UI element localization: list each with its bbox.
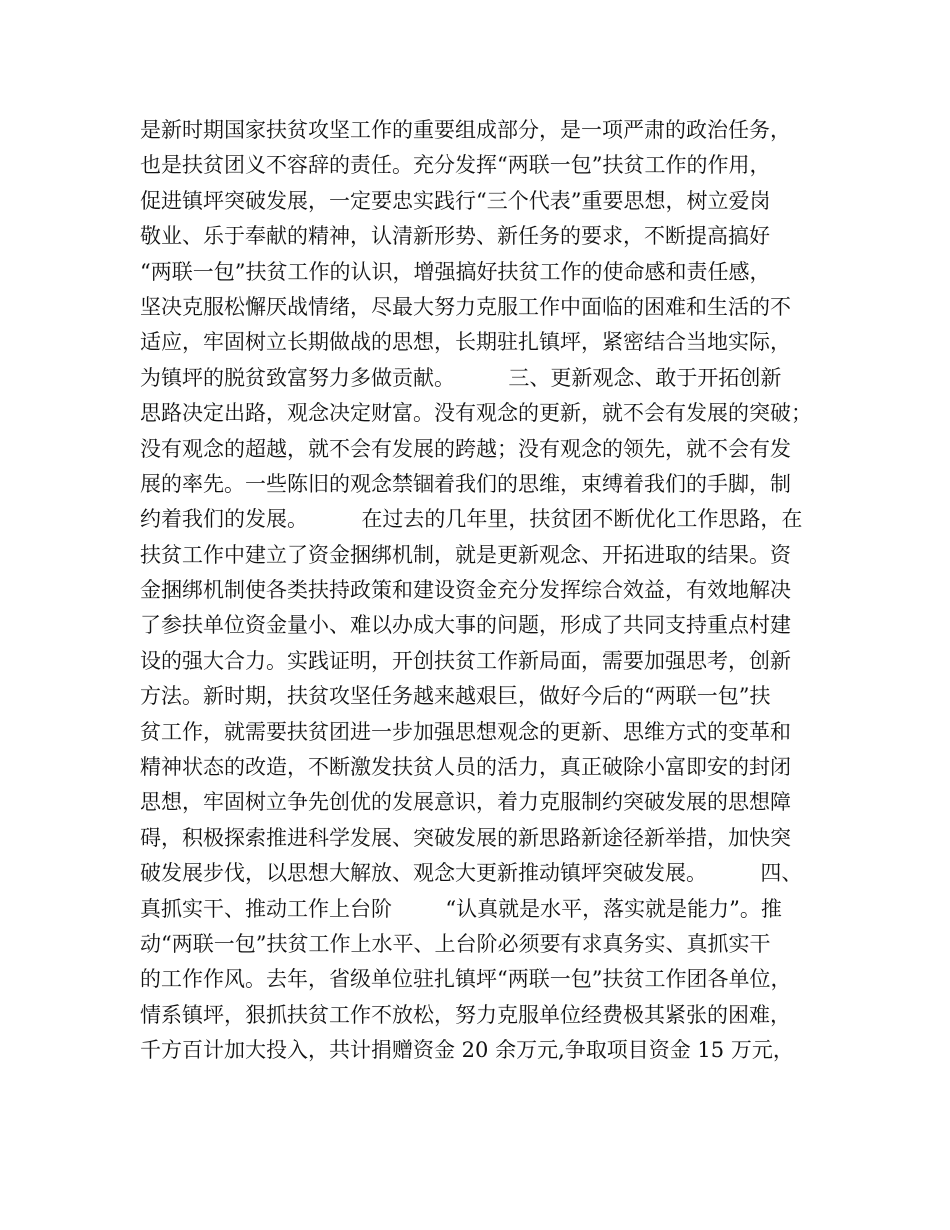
text-line: 适应，牢固树立长期做战的思想，长期驻扎镇坪，紧密结合当地实际， xyxy=(140,330,791,355)
text-line: 了参扶单位资金量小、难以办成大事的问题，形成了共同支持重点村建 xyxy=(140,613,791,638)
text-line: 思想，牢固树立争先创优的发展意识，着力克服制约突破发展的思想障 xyxy=(140,790,791,815)
text-line: 为镇坪的脱贫致富努力多做贡献。 三、更新观念、敢于开拓创新 xyxy=(140,365,782,390)
text-line: 情系镇坪，狠抓扶贫工作不放松，努力克服单位经费极其紧张的困难， xyxy=(140,1002,791,1027)
body-text xyxy=(140,113,840,1069)
text-line: 促进镇坪突破发展，一定要忠实践行“三个代表”重要思想，树立爱岗 xyxy=(140,188,771,213)
text-line: 没有观念的超越，就不会有发展的跨越；没有观念的领先，就不会有发 xyxy=(140,436,791,461)
text-line: 展的率先。一些陈旧的观念禁锢着我们的思维，束缚着我们的手脚，制 xyxy=(140,471,791,496)
text-line: 真抓实干、推动工作上台阶 “认真就是水平，落实就是能力”。推 xyxy=(140,896,782,921)
text-line: “两联一包”扶贫工作的认识，增强搞好扶贫工作的使命感和责任感， xyxy=(140,259,771,284)
text-line: 坚决克服松懈厌战情绪，尽最大努力克服工作中面临的困难和生活的不 xyxy=(140,294,791,319)
text-line: 设的强大合力。实践证明，开创扶贫工作新局面，需要加强思考，创新 xyxy=(140,648,791,673)
text-line: 约着我们的发展。 在过去的几年里，扶贫团不断优化工作思路，在 xyxy=(140,507,803,532)
text-line: 千方百计加大投入，共计捐赠资金 20 余万元,争取项目资金 15 万元， xyxy=(140,1038,794,1063)
text-line: 破发展步伐，以思想大解放、观念大更新推动镇坪突破发展。 四、 xyxy=(140,861,803,886)
text-line: 金捆绑机制使各类扶持政策和建设资金充分发挥综合效益，有效地解决 xyxy=(140,578,791,603)
text-line: 方法。新时期，扶贫攻坚任务越来越艰巨，做好今后的“两联一包”扶 xyxy=(140,684,771,709)
text-line: 贫工作，就需要扶贫团进一步加强思想观念的更新、思维方式的变革和 xyxy=(140,719,791,744)
text-line: 碍，积极探索推进科学发展、突破发展的新思路新途径新举措，加快突 xyxy=(140,825,791,850)
text-line: 动“两联一包”扶贫工作上水平、上台阶必须要有求真务实、真抓实干 xyxy=(140,931,771,956)
text-line: 思路决定出路，观念决定财富。没有观念的更新，就不会有发展的突破； xyxy=(140,401,812,426)
text-line: 敬业、乐于奉献的精神，认清新形势、新任务的要求，不断提高搞好 xyxy=(140,224,770,249)
text-line: 是新时期国家扶贫攻坚工作的重要组成部分，是一项严肃的政治任务， xyxy=(140,118,791,142)
text-line: 扶贫工作中建立了资金捆绑机制，就是更新观念、开拓进取的结果。资 xyxy=(140,542,791,567)
text-line: 也是扶贫团义不容辞的责任。充分发挥“两联一包”扶贫工作的作用， xyxy=(140,153,771,178)
text-line: 的工作作风。去年，省级单位驻扎镇坪“两联一包”扶贫工作团各单位， xyxy=(140,967,792,992)
text-line: 精神状态的改造，不断激发扶贫人员的活力，真正破除小富即安的封闭 xyxy=(140,755,791,780)
